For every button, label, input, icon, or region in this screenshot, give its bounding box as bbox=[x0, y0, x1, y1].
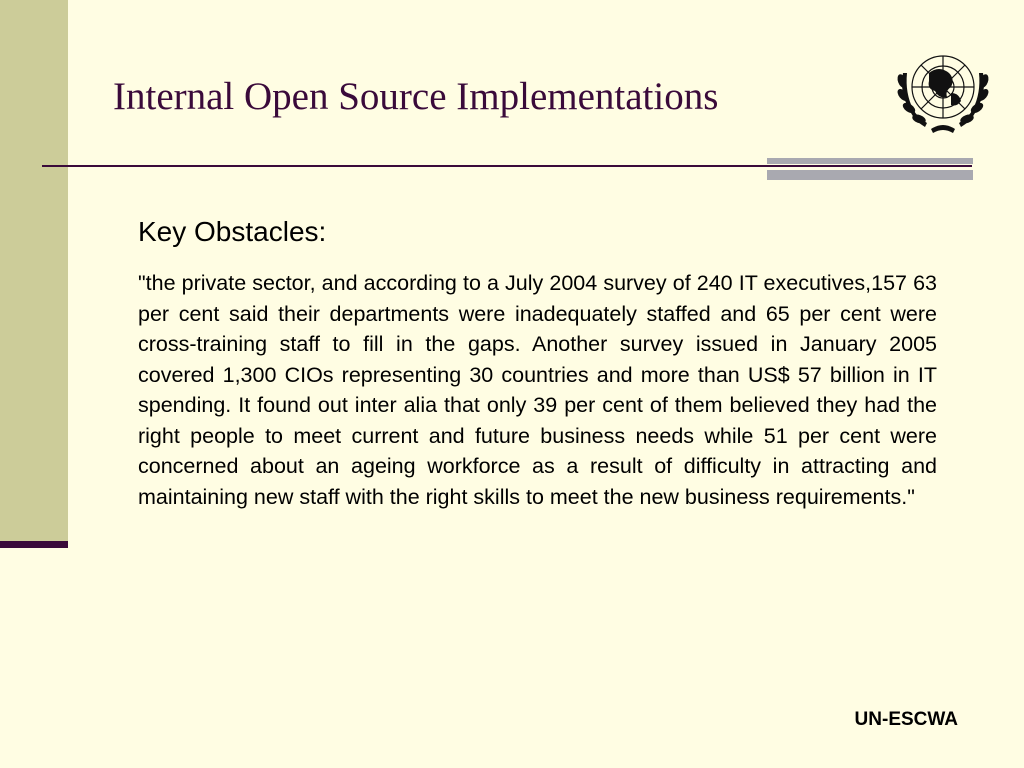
slide-title: Internal Open Source Implementations bbox=[113, 75, 719, 118]
un-emblem-icon bbox=[889, 43, 997, 139]
decorative-rule-grey-bottom bbox=[767, 170, 973, 180]
left-sidebar bbox=[0, 0, 68, 541]
quote-paragraph: "the private sector, and according to a July 2004 survey of 240 IT executives,157 63 per cent said their departments were inadequately staffed and 65 per cent were cross-training staff to fill in the gaps. Another survey issued in January 2005 covered 1,300 CIOs representing 30 countries and more than US$ 57 billion in IT spending. It found out inter alia that only 39 per cent of them believed they had the right people to meet current and future business needs while 51 per cent were concerned about an ageing workforce as a result of difficulty in attracting and maintaining new staff with the right skills to meet the new business requirements." bbox=[138, 271, 937, 509]
title-divider bbox=[42, 165, 972, 167]
decorative-rule-grey-top bbox=[767, 158, 973, 164]
footer-label: UN-ESCWA bbox=[854, 709, 958, 730]
sidebar-accent bbox=[0, 541, 68, 548]
section-heading: Key Obstacles: bbox=[138, 216, 327, 247]
